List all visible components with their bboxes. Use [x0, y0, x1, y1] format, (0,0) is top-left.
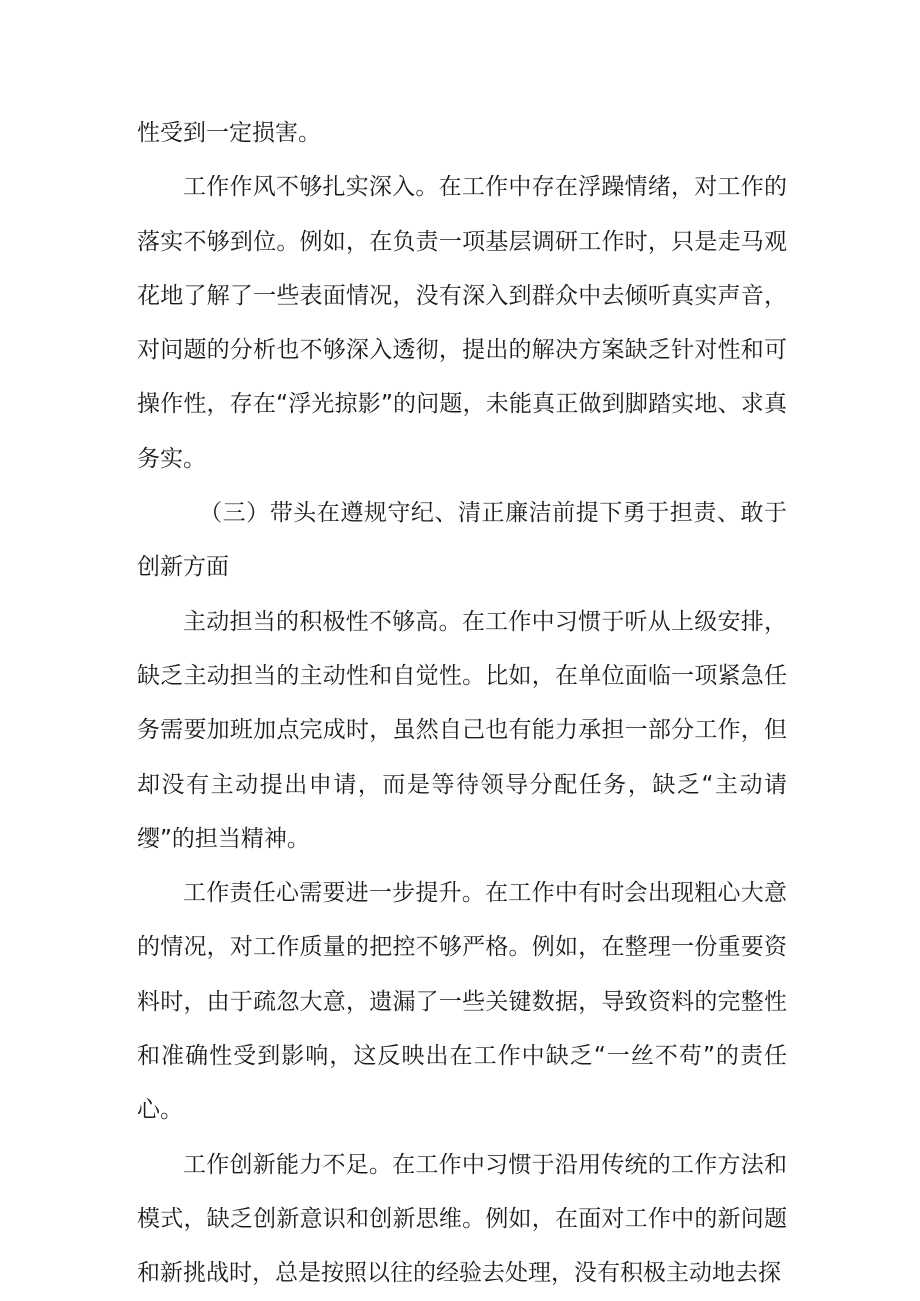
document-body: [137, 106, 787, 1301]
paragraph-innovation: 工作创新能力不足。在工作中习惯于沿用传统的工作方法和模式，缺乏创新意识和创新思维。例如，在面对工作中的新问题和新挑战时，总是按照以往的经验去处理，没有积极主动地去探: [137, 1151, 787, 1287]
section-heading-3: （三）带头在遵规守纪、清正廉洁前提下勇于担责、敢于创新方面: [137, 500, 787, 581]
paragraph-initiative: 主动担当的积极性不够高。在工作中习惯于听从上级安排，缺乏主动担当的主动性和自觉性。比如，在单位面临一项紧急任务需要加班加点完成时，虽然自己也有能力承担一部分工作，但却没有主动提出申请，而是等待领导分配任务，缺乏“主动请缨”的担当精神。: [137, 608, 787, 852]
paragraph-continuation: 性受到一定损害。: [137, 120, 321, 146]
paragraph-responsibility: 工作责任心需要进一步提升。在工作中有时会出现粗心大意的情况，对工作质量的把控不够严格。例如，在整理一份重要资料时，由于疏忽大意，遗漏了一些关键数据，导致资料的完整性和准确性受到影响，这反映出在工作中缺乏“一丝不苟”的责任心。: [137, 880, 787, 1124]
paragraph-work-style: 工作作风不够扎实深入。在工作中存在浮躁情绪，对工作的落实不够到位。例如，在负责一项基层调研工作时，只是走马观花地了解了一些表面情况，没有深入到群众中去倾听真实声音，对问题的分析也不够深入透彻，提出的解决方案缺乏针对性和可操作性，存在“浮光掠影”的问题，未能真正做到脚踏实地、求真务实。: [137, 174, 787, 472]
